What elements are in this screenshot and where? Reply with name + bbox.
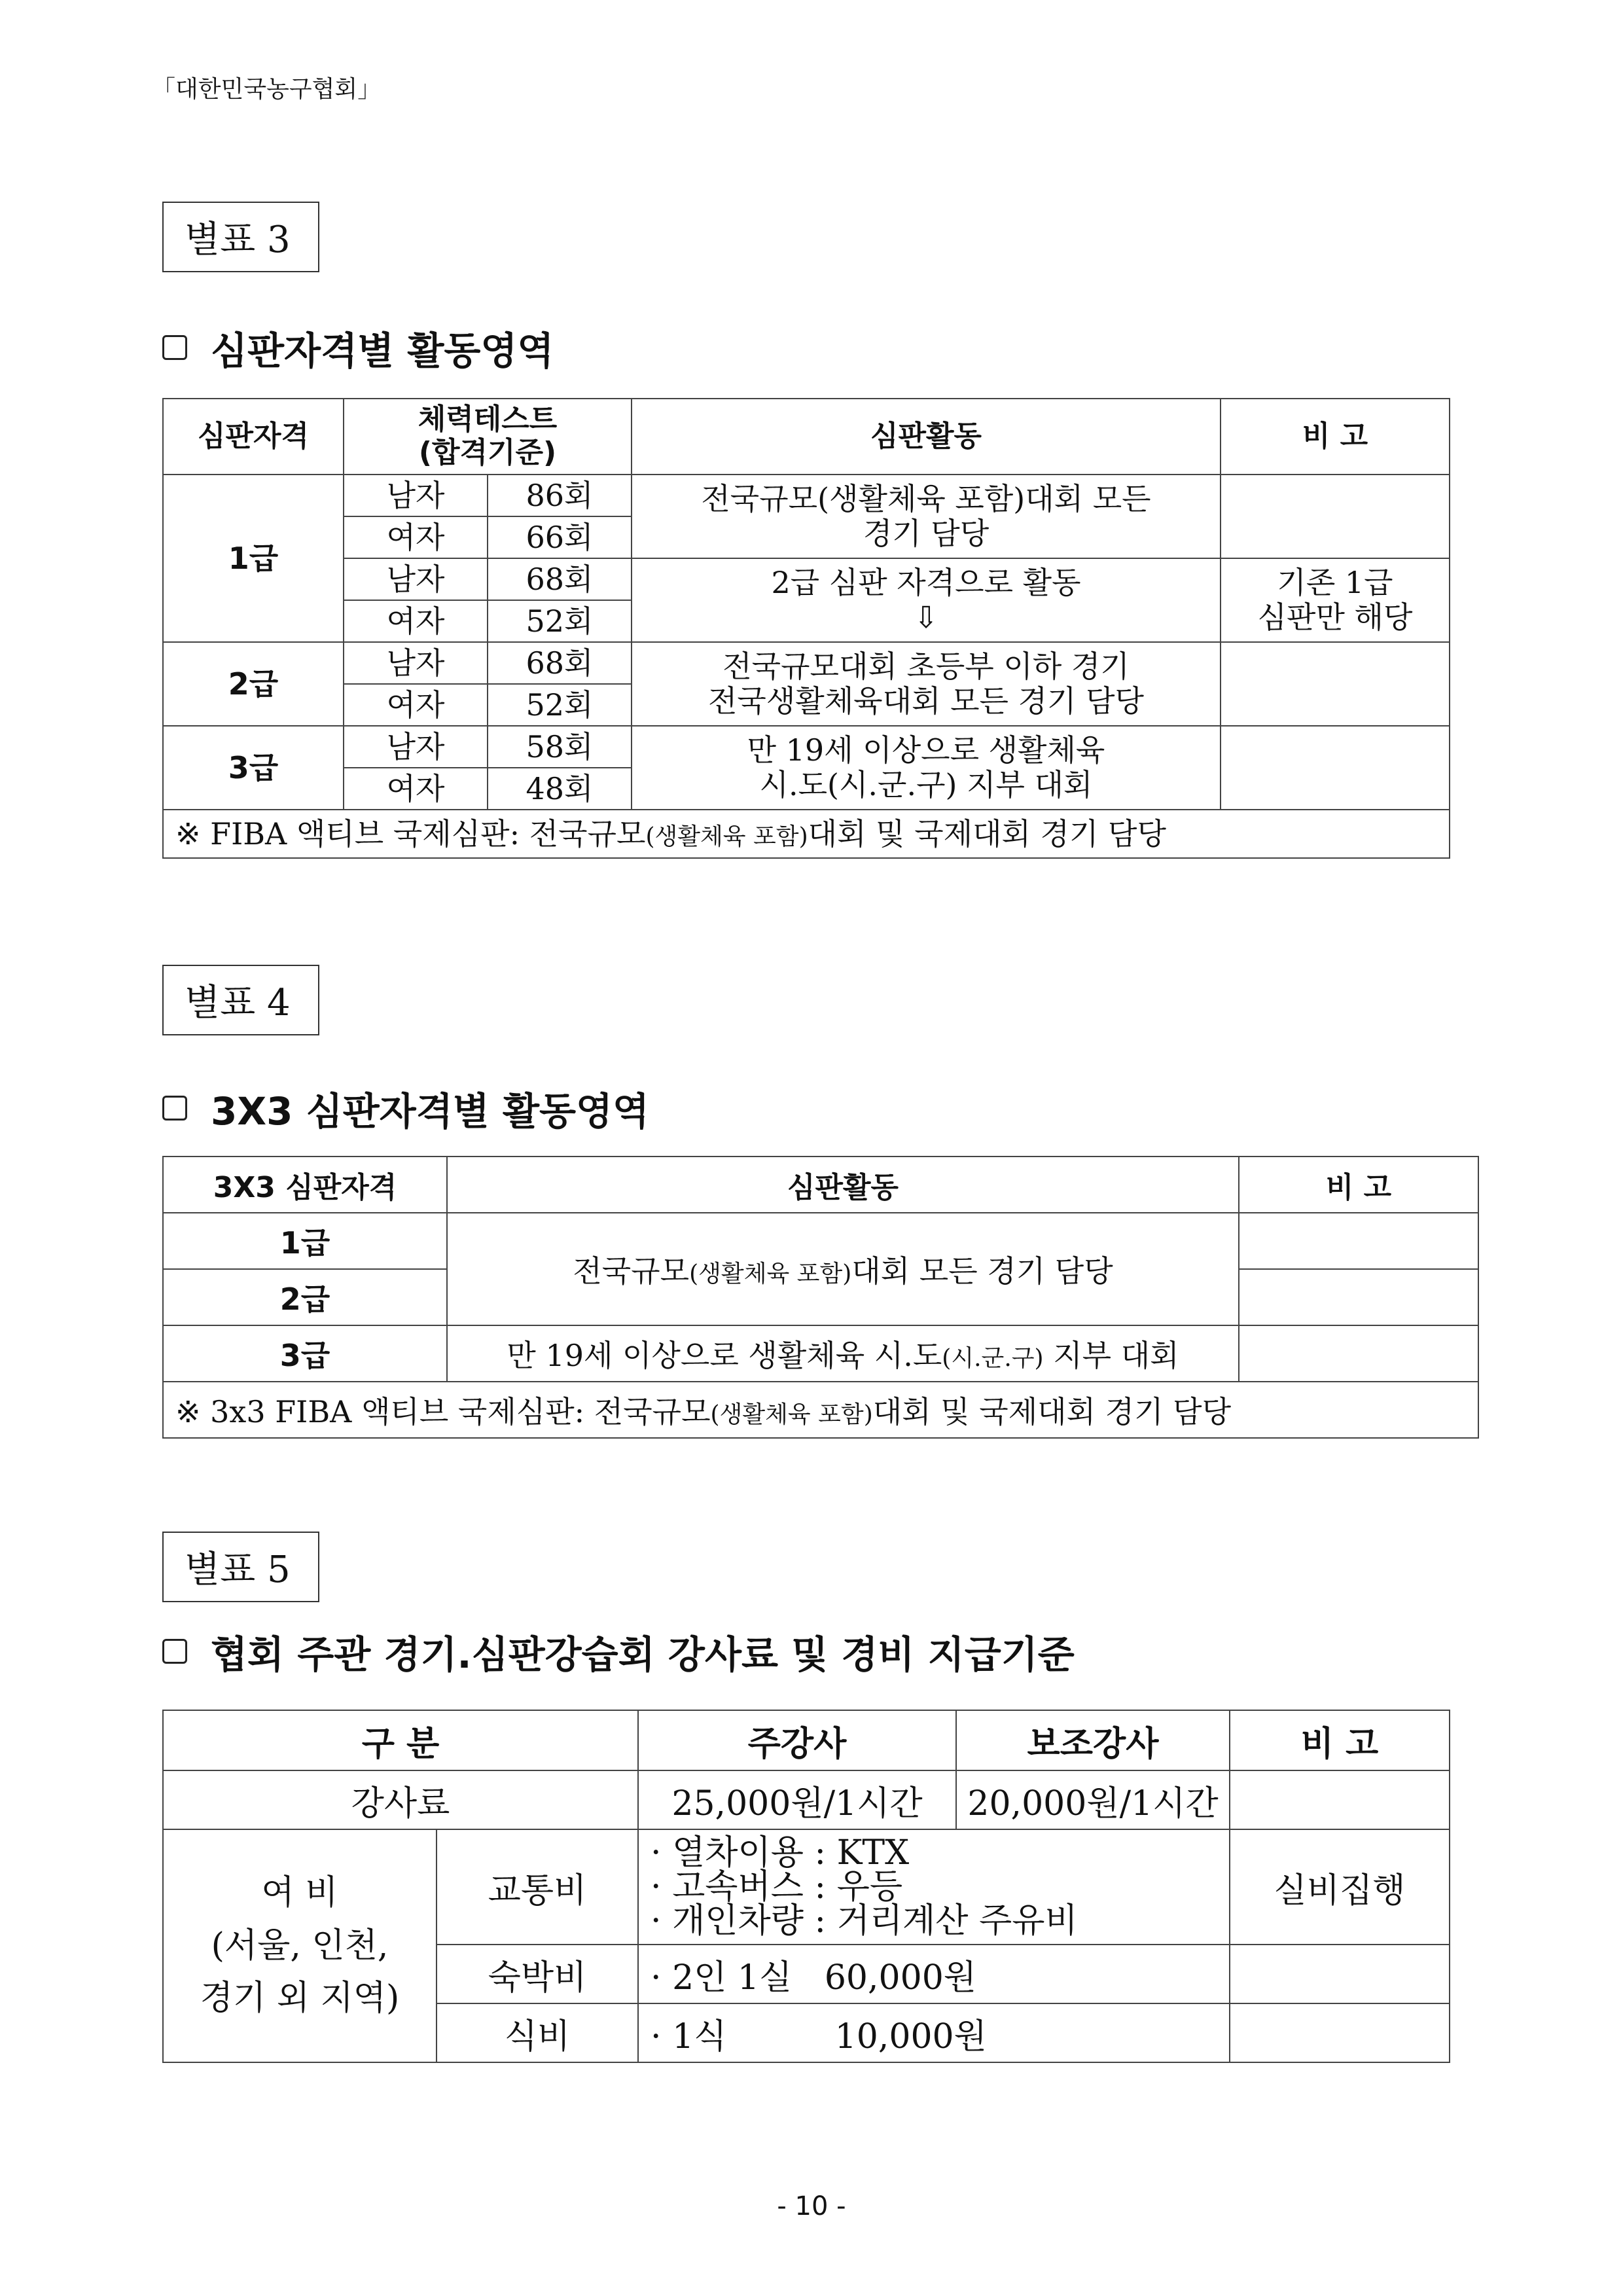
section5-title-text: 협회 주관 경기.심판강습회 강사료 및 경비 지급기준 bbox=[211, 1632, 1075, 1677]
col-header-main: 주강사 bbox=[638, 1710, 956, 1770]
activity-line: 시.도(시.군.구) 지부 대회 bbox=[759, 767, 1093, 802]
col-header-qual: 3X3 심판자격 bbox=[163, 1157, 447, 1213]
section5-title bbox=[162, 1627, 1075, 1676]
remark-empty bbox=[1239, 1213, 1478, 1269]
lodging-label: 숙박비 bbox=[437, 1945, 638, 2003]
remark-empty bbox=[1221, 642, 1450, 726]
checkbox-square-icon bbox=[162, 335, 187, 360]
fiba-note bbox=[163, 810, 1450, 858]
referee-activity-table bbox=[162, 398, 1450, 859]
transport-label: 교통비 bbox=[437, 1829, 638, 1945]
remark-empty bbox=[1221, 726, 1450, 810]
col-header-activity: 심판활동 bbox=[447, 1157, 1239, 1213]
remark-empty bbox=[1221, 475, 1450, 558]
transport-remark: 실비집행 bbox=[1230, 1829, 1450, 1945]
remark-empty bbox=[1230, 1945, 1450, 2003]
appendix-tag-4: 별표 4 bbox=[162, 965, 319, 1035]
travel-line: 경기 외 지역) bbox=[200, 1979, 400, 2018]
remark-line: 기존 1급 bbox=[1277, 565, 1393, 601]
col-header-fitness bbox=[344, 399, 632, 475]
sex-cell: 남자 bbox=[344, 726, 488, 768]
activity-line: 전국규모(생활체육 포함)대회 모든 bbox=[701, 481, 1151, 517]
checkbox-square-icon bbox=[162, 1096, 187, 1121]
count-cell: 52회 bbox=[488, 684, 632, 726]
grade12-activity bbox=[447, 1213, 1239, 1325]
activity-small-text: (시.군.구) bbox=[942, 1345, 1044, 1372]
fee-label: 강사료 bbox=[163, 1770, 638, 1829]
grade1-cell: 1급 bbox=[163, 475, 344, 642]
appendix-tag-5: 별표 5 bbox=[162, 1532, 319, 1602]
sex-cell: 여자 bbox=[344, 516, 488, 558]
grade3-activity bbox=[632, 726, 1221, 810]
activity-line: 만 19세 이상으로 생활체육 bbox=[747, 732, 1105, 768]
meal-label: 식비 bbox=[437, 2003, 638, 2062]
col-header-qual: 심판자격 bbox=[163, 399, 344, 475]
sex-cell: 여자 bbox=[344, 600, 488, 642]
note-text: ※ FIBA 액티브 국제심판: 전국규모 bbox=[175, 816, 646, 852]
sex-cell: 남자 bbox=[344, 642, 488, 684]
col-header-activity: 심판활동 bbox=[632, 399, 1221, 475]
activity-text: 전국규모 bbox=[573, 1253, 690, 1289]
activity-text: 만 19세 이상으로 생활체육 시.도 bbox=[507, 1338, 942, 1373]
section3-title-text: 심판자격별 활동영역 bbox=[211, 329, 554, 373]
remark-empty bbox=[1230, 1770, 1450, 1829]
transport-line: · 개인차량 : 거리계산 주유비 bbox=[651, 1901, 1078, 1941]
travel-line: (서울, 인천, bbox=[211, 1926, 389, 1965]
activity-line: 전국생활체육대회 모든 경기 담당 bbox=[708, 683, 1144, 719]
page-number: - 10 - bbox=[777, 2191, 846, 2221]
note-text: 대회 및 국제대회 경기 담당 bbox=[808, 816, 1166, 852]
grade2-activity bbox=[632, 642, 1221, 726]
section3-title bbox=[162, 323, 554, 372]
col-header-remark: 비 고 bbox=[1221, 399, 1450, 475]
grade3-activity bbox=[447, 1325, 1239, 1382]
transport-line: · 고속버스 : 우등 bbox=[651, 1867, 903, 1907]
sex-cell: 남자 bbox=[344, 558, 488, 600]
grade1-activity-a bbox=[632, 475, 1221, 558]
travel-line: 여 비 bbox=[261, 1873, 338, 1913]
grade2-cell: 2급 bbox=[163, 1269, 447, 1325]
activity-text: 지부 대회 bbox=[1043, 1338, 1179, 1373]
col-header-assistant: 보조강사 bbox=[956, 1710, 1230, 1770]
lodging-value: · 2인 1실 60,000원 bbox=[638, 1945, 1230, 2003]
remark-empty bbox=[1239, 1269, 1478, 1325]
note-small-text: (생활체육 포함) bbox=[645, 823, 808, 850]
grade2-cell: 2급 bbox=[163, 642, 344, 726]
note-text: ※ 3x3 FIBA 액티브 국제심판: 전국규모 bbox=[175, 1394, 711, 1429]
col-header-remark: 비 고 bbox=[1239, 1157, 1478, 1213]
col-header-category: 구 분 bbox=[163, 1710, 638, 1770]
section4-title-text: 3X3 심판자격별 활동영역 bbox=[211, 1089, 650, 1134]
count-cell: 68회 bbox=[488, 642, 632, 684]
remark-empty bbox=[1230, 2003, 1450, 2062]
section4-title bbox=[162, 1084, 649, 1132]
transport-detail bbox=[638, 1829, 1230, 1945]
fitness-line1: 체력테스트 bbox=[418, 403, 558, 437]
transport-line: · 열차이용 : KTX bbox=[651, 1833, 910, 1873]
grade3-cell: 3급 bbox=[163, 1325, 447, 1382]
count-cell: 58회 bbox=[488, 726, 632, 768]
fitness-line2: (합격기준) bbox=[418, 436, 557, 469]
appendix-tag-3: 별표 3 bbox=[162, 202, 319, 272]
col-header-remark: 비 고 bbox=[1230, 1710, 1450, 1770]
sex-cell: 여자 bbox=[344, 768, 488, 810]
3x3-referee-table bbox=[162, 1156, 1479, 1439]
activity-small-text: (생활체육 포함) bbox=[689, 1261, 852, 1287]
grade1-remark bbox=[1221, 558, 1450, 642]
down-arrow-icon: ⇩ bbox=[913, 600, 939, 635]
travel-cell bbox=[163, 1829, 437, 2062]
grade3-cell: 3급 bbox=[163, 726, 344, 810]
fee-main: 25,000원/1시간 bbox=[638, 1770, 956, 1829]
count-cell: 66회 bbox=[488, 516, 632, 558]
remark-empty bbox=[1239, 1325, 1478, 1382]
fee-assistant: 20,000원/1시간 bbox=[956, 1770, 1230, 1829]
sex-cell: 여자 bbox=[344, 684, 488, 726]
remark-line: 심판만 해당 bbox=[1257, 600, 1413, 635]
activity-line: 경기 담당 bbox=[863, 516, 990, 551]
activity-line: 2급 심판 자격으로 활동 bbox=[771, 565, 1081, 601]
note-small-text: (생활체육 포함) bbox=[710, 1401, 873, 1428]
activity-text: 대회 모든 경기 담당 bbox=[851, 1253, 1113, 1289]
note-text: 대회 및 국제대회 경기 담당 bbox=[872, 1394, 1232, 1429]
lecturer-fee-table bbox=[162, 1710, 1450, 2063]
activity-line: 전국규모대회 초등부 이하 경기 bbox=[722, 649, 1130, 685]
meal-value: · 1식 10,000원 bbox=[638, 2003, 1230, 2062]
count-cell: 68회 bbox=[488, 558, 632, 600]
count-cell: 52회 bbox=[488, 600, 632, 642]
sex-cell: 남자 bbox=[344, 475, 488, 516]
document-header: 「대한민국농구협회」 bbox=[152, 76, 382, 103]
count-cell: 86회 bbox=[488, 475, 632, 516]
grade1-cell: 1급 bbox=[163, 1213, 447, 1269]
count-cell: 48회 bbox=[488, 768, 632, 810]
checkbox-square-icon bbox=[162, 1639, 187, 1664]
3x3-fiba-note bbox=[163, 1382, 1478, 1438]
grade1-activity-b bbox=[632, 558, 1221, 642]
